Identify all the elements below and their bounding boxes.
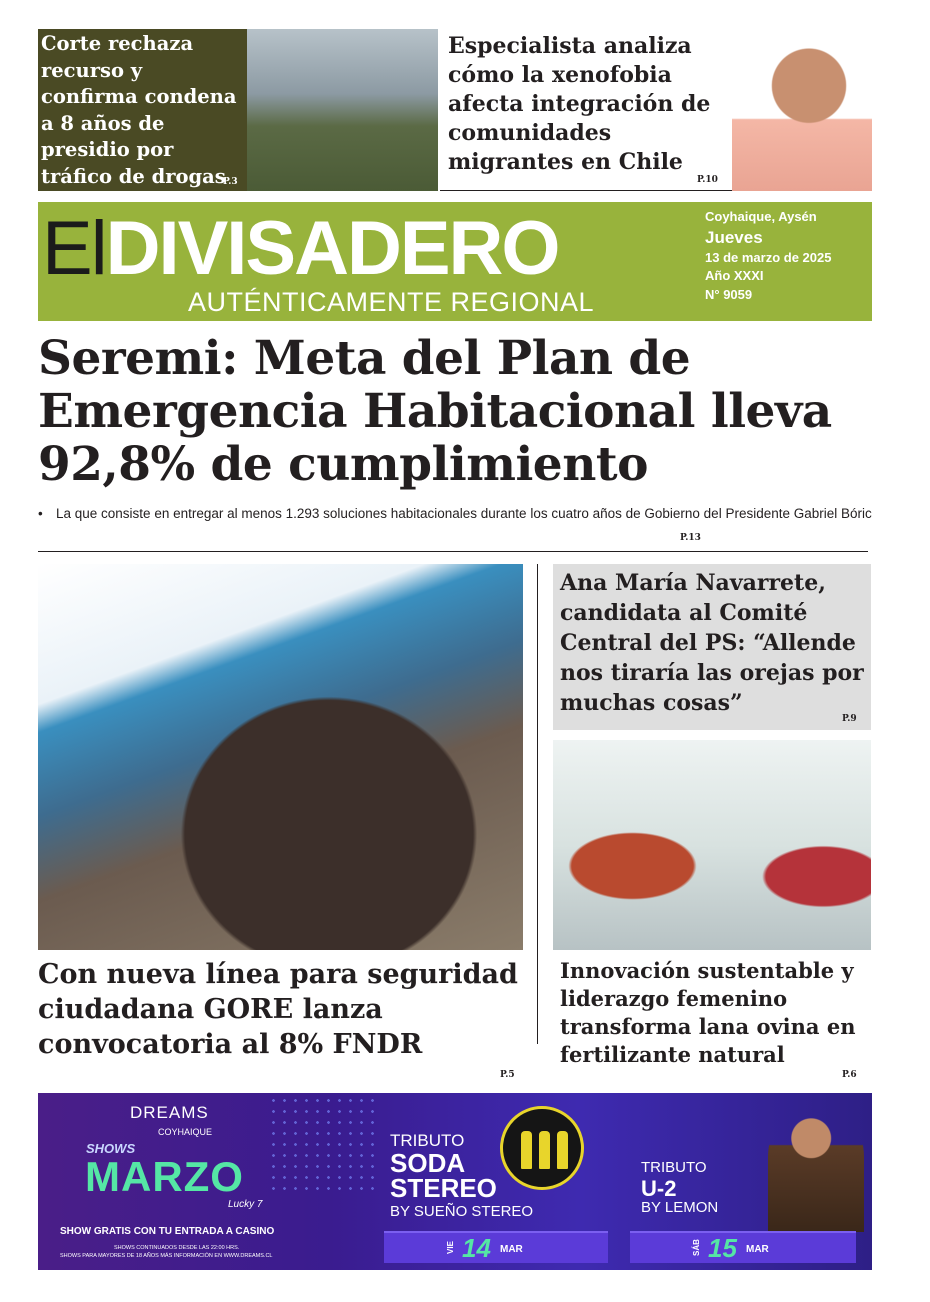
column-divider: [537, 564, 538, 1044]
dreams-location: COYHAIQUE: [158, 1127, 213, 1137]
event2-by: BY LEMON: [641, 1199, 719, 1216]
issue-number: N° 9059: [705, 286, 753, 302]
fine-print-1: SHOWS CONTINUADOS DESDE LAS 22:00 HRS.: [114, 1245, 240, 1251]
soda-stereo-icon: [500, 1106, 584, 1190]
specialist-photo: [732, 29, 872, 191]
casino-advertisement[interactable]: [38, 1093, 872, 1270]
main-headline[interactable]: Seremi: Meta del Plan de Emergencia Habitacional lleva 92,8% de cumplimiento: [38, 331, 832, 492]
event1-by: BY SUEÑO STEREO: [390, 1203, 534, 1220]
teaser-left-headline: Corte rechaza recurso y confirma condena a 8 años de presidio por tráfico de drogas: [41, 32, 237, 188]
event2-band: U-2: [641, 1176, 677, 1201]
dreams-logo: DREAMS: [130, 1103, 209, 1122]
event1-date: VIE 14 MAR: [384, 1231, 608, 1263]
teaser-right-headline: Especialista analiza cómo la xenofobia afecta integración de comunidades migrantes en Chile: [448, 33, 711, 175]
weekday: Jueves: [705, 227, 763, 247]
interview-headline: Ana María Navarrete, candidata al Comité Central del PS: “Allende nos tiraría las orejas por muchas cosas”: [560, 570, 864, 716]
teaser-left[interactable]: [38, 29, 438, 191]
free-show-line: SHOW GRATIS CON TU ENTRADA A CASINO: [60, 1226, 275, 1237]
fine-print-2: SHOWS PARA MAYORES DE 18 AÑOS MÁS INFORMACIÓN EN WWW.DREAMS.CL: [60, 1253, 273, 1259]
teaser-right[interactable]: [440, 29, 872, 191]
auditorium-photo: [38, 564, 523, 950]
masthead: [38, 202, 872, 321]
story-left-page: P.5: [500, 1070, 515, 1080]
edition-info: [705, 208, 831, 304]
date: 13 de marzo de 2025: [705, 249, 832, 265]
lucky7-logo: Lucky 7: [228, 1199, 263, 1210]
year: Año XXXI: [705, 268, 764, 283]
teaser-left-page: P.3: [223, 177, 238, 187]
newspaper-logo: ElDIVISADERO: [42, 206, 559, 291]
interview-box[interactable]: [553, 564, 871, 730]
slogan: AUTÉNTICAMENTE REGIONAL: [188, 287, 595, 317]
dot-pattern: [268, 1095, 378, 1195]
lab-photo: [553, 740, 871, 950]
divider: [38, 551, 868, 552]
singer-photo: [768, 1107, 864, 1232]
teaser-right-page: P.10: [697, 175, 718, 185]
story-right-page: P.6: [842, 1070, 857, 1080]
story-right-headline[interactable]: Innovación sustentable y liderazgo femenino transforma lana ovina en fertilizante natural: [560, 958, 856, 1067]
interview-page: P.9: [842, 714, 857, 724]
building-photo: [247, 29, 438, 191]
event1-tribute: TRIBUTO: [390, 1131, 465, 1150]
main-subhead-text: La que consiste en entregar al menos 1.293 soluciones habitacionales durante los cuatro años de Gobierno del Presidente Gabriel Bóric: [56, 506, 872, 521]
event1-band: SODA STEREO: [390, 1148, 497, 1203]
bullet-icon: •: [38, 506, 43, 521]
main-page-ref: P.13: [680, 533, 701, 543]
location: Coyhaique, Aysén: [705, 209, 817, 224]
story-left-headline[interactable]: Con nueva línea para seguridad ciudadana GORE lanza convocatoria al 8% FNDR: [38, 959, 518, 1060]
event2-date: SÁB 15 MAR: [630, 1231, 856, 1263]
event2-tribute: TRIBUTO: [641, 1159, 707, 1176]
main-subhead: [38, 504, 872, 524]
shows-label: SHOWS: [86, 1141, 136, 1156]
month-label: MARZO: [85, 1153, 244, 1200]
